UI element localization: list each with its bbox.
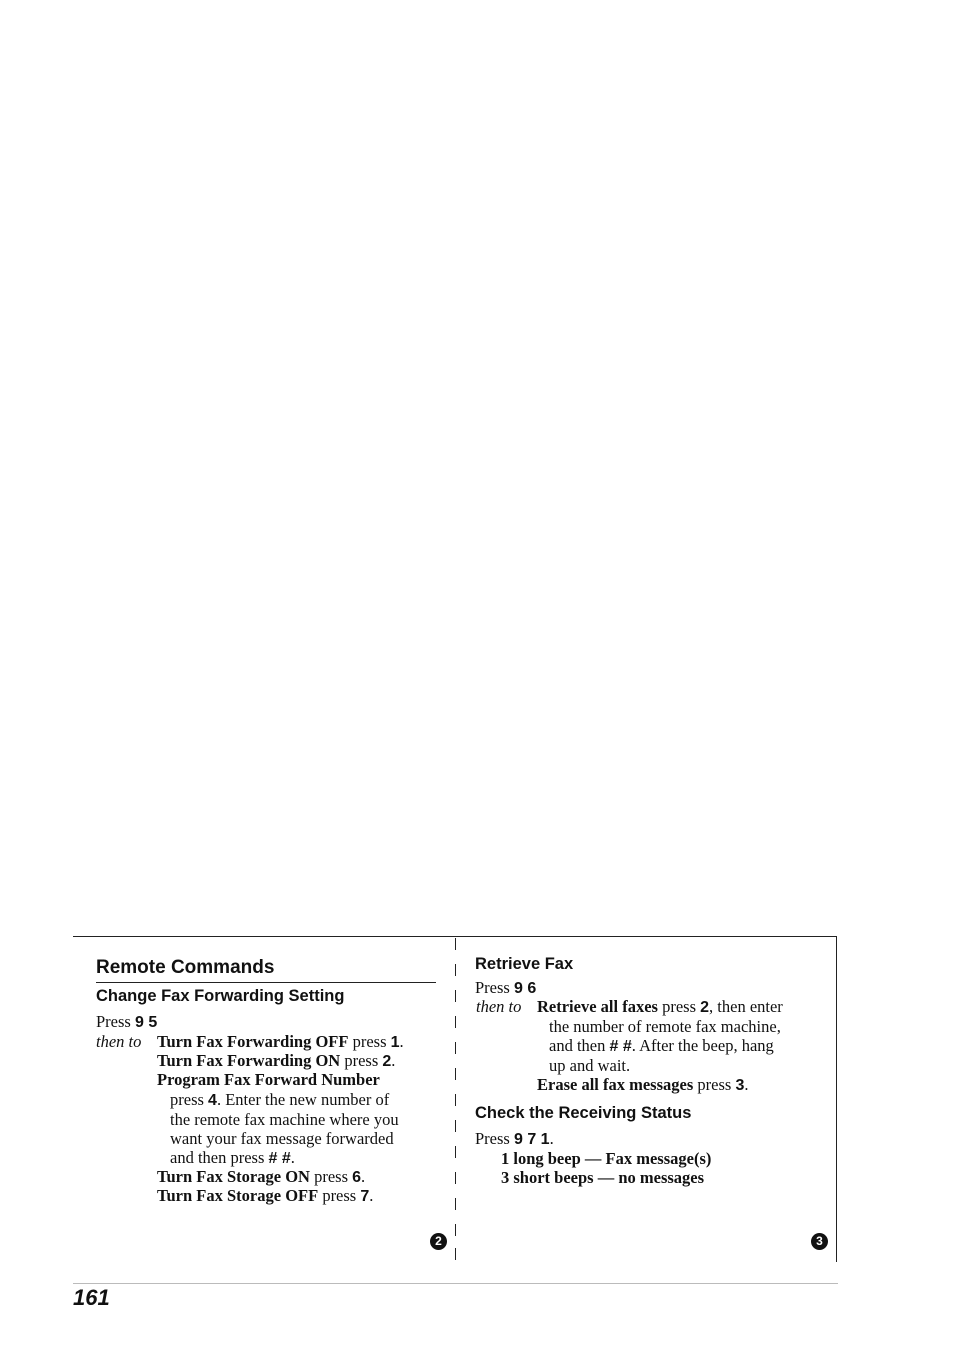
retrieve-then-to: then to bbox=[476, 997, 522, 1016]
beep-long: 1 long beep — Fax message(s) bbox=[501, 1149, 712, 1168]
press-line: Press 9 5 bbox=[96, 1012, 158, 1031]
item-retrieve-all: Retrieve all faxes press 2, then enter bbox=[537, 997, 783, 1016]
page-number: 161 bbox=[73, 1285, 110, 1310]
item-program-label: Program Fax Forward Number bbox=[157, 1070, 380, 1089]
section-title: Remote Commands bbox=[96, 957, 275, 978]
receiving-status-title: Check the Receiving Status bbox=[475, 1104, 692, 1122]
item-forwarding-off: Turn Fax Forwarding OFF press 1. bbox=[157, 1032, 404, 1051]
footer-rule bbox=[73, 1283, 838, 1284]
retrieve-press-line: Press 9 6 bbox=[475, 978, 537, 997]
item-storage-off: Turn Fax Storage OFF press 7. bbox=[157, 1186, 374, 1205]
top-rule bbox=[73, 936, 837, 937]
item-erase-all: Erase all fax messages press 3. bbox=[537, 1075, 749, 1094]
beep-short: 3 short beeps — no messages bbox=[501, 1168, 705, 1187]
title-underline bbox=[96, 982, 436, 983]
item-program-text: press 4. Enter the new number of the remote fax machine where you want your fax message forwarded and then press # #. bbox=[170, 1090, 399, 1167]
status-press-line: Press 9 7 1. bbox=[475, 1129, 554, 1148]
item-retrieve-text: the number of remote fax machine, and then # #. After the beep, hang up and wait. bbox=[549, 1017, 781, 1075]
retrieve-fax-title: Retrieve Fax bbox=[475, 955, 574, 973]
step-badge-2: 2 bbox=[430, 1233, 447, 1250]
item-storage-on: Turn Fax Storage ON press 6. bbox=[157, 1167, 366, 1186]
right-rule bbox=[836, 936, 837, 1262]
subsection-title: Change Fax Forwarding Setting bbox=[96, 987, 345, 1005]
then-to-label: then to bbox=[96, 1032, 142, 1051]
key-code: 9 5 bbox=[134, 1014, 158, 1031]
step-badge-3: 3 bbox=[811, 1233, 828, 1250]
item-forwarding-on: Turn Fax Forwarding ON press 2. bbox=[157, 1051, 396, 1070]
